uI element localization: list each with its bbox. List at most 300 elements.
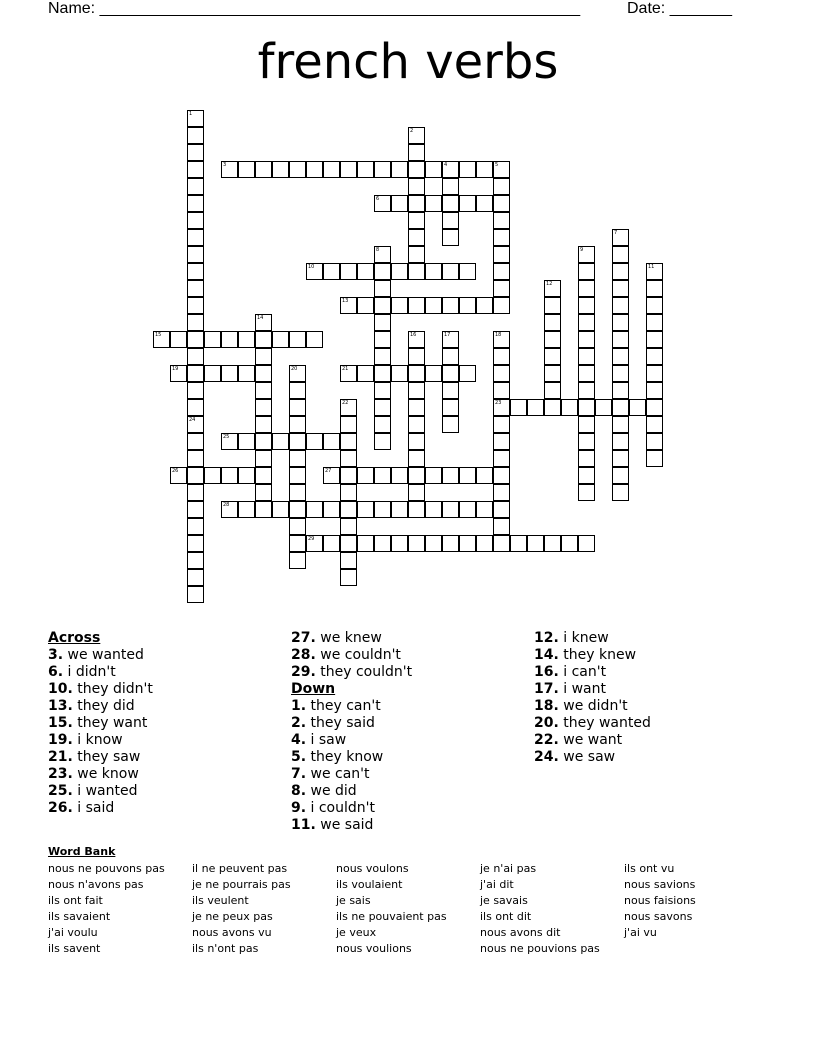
crossword-cell[interactable] [544,399,561,416]
crossword-cell[interactable] [170,331,187,348]
crossword-cell[interactable] [493,348,510,365]
crossword-cell[interactable] [374,246,391,263]
crossword-cell[interactable] [374,314,391,331]
crossword-cell[interactable] [408,535,425,552]
crossword-cell[interactable] [442,365,459,382]
crossword-cell[interactable] [425,365,442,382]
crossword-cell[interactable] [612,382,629,399]
crossword-cell[interactable] [238,161,255,178]
crossword-cell[interactable] [476,297,493,314]
crossword-cell[interactable] [425,161,442,178]
crossword-cell[interactable] [391,535,408,552]
crossword-cell[interactable] [578,314,595,331]
crossword-cell[interactable] [323,161,340,178]
crossword-cell[interactable] [544,331,561,348]
crossword-cell[interactable] [374,467,391,484]
crossword-cell[interactable] [408,144,425,161]
crossword-cell[interactable] [510,399,527,416]
crossword-cell[interactable] [646,416,663,433]
crossword-cell[interactable] [408,246,425,263]
crossword-cell[interactable] [187,212,204,229]
crossword-cell[interactable] [391,195,408,212]
crossword-cell[interactable] [323,433,340,450]
crossword-cell[interactable] [425,467,442,484]
crossword-cell[interactable] [323,263,340,280]
crossword-cell[interactable] [340,433,357,450]
crossword-cell[interactable] [544,314,561,331]
crossword-cell[interactable] [408,433,425,450]
crossword-cell[interactable] [289,484,306,501]
crossword-cell[interactable] [187,297,204,314]
crossword-cell[interactable] [442,212,459,229]
crossword-cell[interactable] [459,365,476,382]
crossword-cell[interactable] [578,399,595,416]
crossword-cell[interactable] [612,399,629,416]
crossword-cell[interactable] [204,331,221,348]
crossword-cell[interactable] [459,161,476,178]
crossword-cell[interactable] [442,467,459,484]
crossword-cell[interactable] [391,501,408,518]
crossword-cell[interactable] [255,433,272,450]
crossword-cell[interactable] [646,348,663,365]
crossword-cell[interactable] [255,416,272,433]
crossword-cell[interactable] [646,331,663,348]
crossword-cell[interactable] [187,314,204,331]
crossword-cell[interactable] [612,280,629,297]
crossword-cell[interactable] [408,467,425,484]
crossword-cell[interactable] [374,535,391,552]
crossword-cell[interactable] [442,535,459,552]
crossword-cell[interactable] [187,518,204,535]
crossword-cell[interactable] [459,535,476,552]
crossword-cell[interactable] [408,365,425,382]
crossword-cell[interactable] [289,433,306,450]
crossword-cell[interactable] [255,314,272,331]
crossword-cell[interactable] [374,416,391,433]
crossword-cell[interactable] [442,399,459,416]
crossword-cell[interactable] [510,535,527,552]
crossword-cell[interactable] [612,365,629,382]
crossword-cell[interactable] [578,280,595,297]
crossword-cell[interactable] [612,297,629,314]
crossword-cell[interactable] [187,348,204,365]
crossword-cell[interactable] [612,450,629,467]
crossword-cell[interactable] [289,518,306,535]
crossword-cell[interactable] [493,229,510,246]
crossword-cell[interactable] [255,331,272,348]
crossword-cell[interactable] [493,297,510,314]
crossword-cell[interactable] [425,535,442,552]
crossword-cell[interactable] [408,348,425,365]
crossword-cell[interactable] [255,501,272,518]
crossword-cell[interactable] [476,161,493,178]
crossword-cell[interactable] [646,297,663,314]
crossword-cell[interactable] [408,501,425,518]
crossword-cell[interactable] [408,212,425,229]
crossword-cell[interactable] [408,297,425,314]
crossword-cell[interactable] [221,467,238,484]
crossword-cell[interactable] [187,535,204,552]
crossword-cell[interactable] [238,467,255,484]
crossword-cell[interactable] [493,246,510,263]
cell-number: 2 [410,128,414,134]
crossword-cell[interactable] [272,501,289,518]
crossword-cell[interactable] [255,365,272,382]
crossword-cell[interactable] [544,280,561,297]
crossword-cell[interactable] [306,501,323,518]
crossword-cell[interactable] [238,331,255,348]
crossword-cell[interactable] [340,552,357,569]
crossword-cell[interactable] [493,484,510,501]
crossword-cell[interactable] [374,399,391,416]
crossword-cell[interactable] [374,297,391,314]
crossword-cell[interactable] [187,331,204,348]
crossword-cell[interactable] [646,399,663,416]
crossword-cell[interactable] [187,263,204,280]
crossword-cell[interactable] [187,365,204,382]
clue-number: 27. [291,630,316,646]
crossword-cell[interactable] [221,161,238,178]
crossword-cell[interactable] [306,263,323,280]
crossword-cell[interactable] [255,382,272,399]
crossword-cell[interactable] [527,399,544,416]
crossword-cell[interactable] [408,331,425,348]
crossword-cell[interactable] [187,178,204,195]
crossword-cell[interactable] [578,535,595,552]
crossword-cell[interactable] [289,416,306,433]
crossword-cell[interactable] [578,348,595,365]
crossword-cell[interactable] [357,501,374,518]
crossword-cell[interactable] [527,535,544,552]
clue-text: we knew [320,630,382,646]
crossword-cell[interactable] [374,161,391,178]
crossword-cell[interactable] [340,161,357,178]
crossword-cell[interactable] [187,552,204,569]
crossword-cell[interactable] [340,518,357,535]
crossword-cell[interactable] [646,280,663,297]
crossword-cell[interactable] [493,433,510,450]
crossword-cell[interactable] [646,365,663,382]
word-bank-item: nous avons dit [480,926,561,939]
crossword-cell[interactable] [442,195,459,212]
crossword-cell[interactable] [272,331,289,348]
crossword-cell[interactable] [646,263,663,280]
crossword-cell[interactable] [255,450,272,467]
crossword-cell[interactable] [476,501,493,518]
crossword-cell[interactable] [374,382,391,399]
clue-text: they can't [310,698,381,714]
crossword-cell[interactable] [187,484,204,501]
crossword-cell[interactable] [578,263,595,280]
crossword-cell[interactable] [340,484,357,501]
clue-text: we did [310,783,357,799]
crossword-cell[interactable] [187,467,204,484]
crossword-cell[interactable] [459,297,476,314]
clue-number: 10. [48,681,73,697]
crossword-cell[interactable] [306,535,323,552]
clue-item [48,715,153,732]
crossword-cell[interactable] [493,280,510,297]
crossword-cell[interactable] [306,161,323,178]
crossword-cell[interactable] [544,382,561,399]
crossword-cell[interactable] [204,467,221,484]
crossword-cell[interactable] [476,195,493,212]
crossword-cell[interactable] [578,416,595,433]
crossword-cell[interactable] [612,263,629,280]
crossword-cell[interactable] [578,246,595,263]
crossword-cell[interactable] [221,501,238,518]
crossword-cell[interactable] [578,433,595,450]
crossword-cell[interactable] [374,195,391,212]
crossword-cell[interactable] [357,161,374,178]
crossword-cell[interactable] [340,535,357,552]
crossword-cell[interactable] [442,416,459,433]
crossword-cell[interactable] [612,467,629,484]
crossword-cell[interactable] [442,229,459,246]
crossword-cell[interactable] [493,212,510,229]
crossword-cell[interactable] [425,501,442,518]
crossword-cell[interactable] [442,297,459,314]
crossword-cell[interactable] [340,365,357,382]
crossword-cell[interactable] [272,161,289,178]
crossword-cell[interactable] [255,348,272,365]
crossword-cell[interactable] [289,552,306,569]
crossword-cell[interactable] [493,365,510,382]
crossword-cell[interactable] [204,365,221,382]
crossword-cell[interactable] [374,348,391,365]
crossword-cell[interactable] [612,484,629,501]
cell-number: 8 [376,247,380,253]
crossword-cell[interactable] [595,399,612,416]
crossword-cell[interactable] [340,297,357,314]
crossword-cell[interactable] [289,467,306,484]
crossword-cell[interactable] [340,263,357,280]
crossword-cell[interactable] [612,314,629,331]
crossword-cell[interactable] [544,297,561,314]
crossword-cell[interactable] [408,229,425,246]
crossword-cell[interactable] [272,433,289,450]
crossword-cell[interactable] [408,484,425,501]
crossword-cell[interactable] [187,569,204,586]
crossword-cell[interactable] [187,433,204,450]
clue-number: 16. [534,664,559,680]
crossword-cell[interactable] [408,450,425,467]
crossword-cell[interactable] [612,331,629,348]
crossword-cell[interactable] [493,416,510,433]
cell-number: 13 [342,298,349,304]
crossword-cell[interactable] [578,382,595,399]
crossword-cell[interactable] [646,450,663,467]
crossword-cell[interactable] [357,263,374,280]
crossword-cell[interactable] [459,195,476,212]
crossword-cell[interactable] [408,161,425,178]
crossword-cell[interactable] [289,161,306,178]
crossword-cell[interactable] [408,416,425,433]
crossword-cell[interactable] [493,535,510,552]
crossword-cell[interactable] [187,161,204,178]
crossword-cell[interactable] [612,433,629,450]
crossword-cell[interactable] [221,331,238,348]
crossword-cell[interactable] [493,263,510,280]
clue-item [48,664,153,681]
crossword-cell[interactable] [544,365,561,382]
crossword-cell[interactable] [408,178,425,195]
clue-number: 5. [291,749,307,765]
clue-item [534,732,651,749]
crossword-cell[interactable] [374,331,391,348]
crossword-cell[interactable] [561,399,578,416]
crossword-cell[interactable] [255,467,272,484]
crossword-cell[interactable] [187,416,204,433]
crossword-cell[interactable] [187,144,204,161]
crossword-cell[interactable] [306,331,323,348]
crossword-cell[interactable] [578,331,595,348]
crossword-cell[interactable] [391,467,408,484]
crossword-cell[interactable] [442,161,459,178]
word-bank-item: je n'ai pas [480,862,537,875]
crossword-cell[interactable] [493,161,510,178]
crossword-cell[interactable] [306,433,323,450]
crossword-cell[interactable] [221,365,238,382]
crossword-cell[interactable] [187,195,204,212]
crossword-cell[interactable] [578,297,595,314]
crossword-cell[interactable] [187,229,204,246]
crossword-cell[interactable] [493,195,510,212]
crossword-cell[interactable] [561,535,578,552]
crossword-cell[interactable] [612,229,629,246]
crossword-cell[interactable] [493,178,510,195]
crossword-cell[interactable] [187,382,204,399]
crossword-cell[interactable] [442,501,459,518]
crossword-cell[interactable] [612,246,629,263]
crossword-cell[interactable] [374,501,391,518]
crossword-cell[interactable] [442,331,459,348]
crossword-cell[interactable] [374,263,391,280]
crossword-cell[interactable] [221,433,238,450]
crossword-cell[interactable] [646,314,663,331]
word-bank-item: nous savons [624,910,693,923]
crossword-cell[interactable] [442,178,459,195]
crossword-cell[interactable] [170,467,187,484]
crossword-cell[interactable] [493,399,510,416]
crossword-cell[interactable] [187,246,204,263]
crossword-cell[interactable] [425,195,442,212]
crossword-cell[interactable] [459,467,476,484]
crossword-cell[interactable] [391,263,408,280]
crossword-cell[interactable] [187,586,204,603]
crossword-cell[interactable] [646,382,663,399]
crossword-cell[interactable] [578,450,595,467]
crossword-cell[interactable] [493,518,510,535]
crossword-cell[interactable] [357,365,374,382]
crossword-cell[interactable] [187,399,204,416]
crossword-cell[interactable] [544,348,561,365]
crossword-cell[interactable] [357,297,374,314]
crossword-cell[interactable] [391,365,408,382]
crossword-cell[interactable] [238,501,255,518]
crossword-cell[interactable] [289,535,306,552]
crossword-cell[interactable] [357,535,374,552]
crossword-cell[interactable] [425,263,442,280]
crossword-cell[interactable] [340,467,357,484]
word-bank-item: ils savaient [48,910,111,923]
crossword-cell[interactable] [646,433,663,450]
crossword-cell[interactable] [578,365,595,382]
crossword-cell[interactable] [442,348,459,365]
crossword-cell[interactable] [612,348,629,365]
crossword-cell[interactable] [459,501,476,518]
crossword-cell[interactable] [323,501,340,518]
crossword-cell[interactable] [493,501,510,518]
crossword-cell[interactable] [408,382,425,399]
crossword-cell[interactable] [391,297,408,314]
crossword-cell[interactable] [374,433,391,450]
crossword-cell[interactable] [153,331,170,348]
crossword-cell[interactable] [493,450,510,467]
crossword-cell[interactable] [340,501,357,518]
crossword-cell[interactable] [340,399,357,416]
crossword-cell[interactable] [340,450,357,467]
crossword-cell[interactable] [238,433,255,450]
date-field[interactable]: Date: _______ [627,0,732,17]
crossword-cell[interactable] [187,450,204,467]
crossword-cell[interactable] [578,467,595,484]
crossword-cell[interactable] [289,331,306,348]
crossword-cell[interactable] [340,416,357,433]
crossword-cell[interactable] [391,161,408,178]
crossword-cell[interactable] [493,331,510,348]
crossword-cell[interactable] [255,399,272,416]
crossword-cell[interactable] [289,501,306,518]
crossword-cell[interactable] [374,365,391,382]
crossword-cell[interactable] [323,535,340,552]
crossword-cell[interactable] [544,535,561,552]
crossword-cell[interactable] [493,467,510,484]
crossword-cell[interactable] [289,365,306,382]
crossword-cell[interactable] [612,416,629,433]
crossword-cell[interactable] [493,382,510,399]
crossword-cell[interactable] [629,399,646,416]
crossword-cell[interactable] [442,382,459,399]
crossword-cell[interactable] [408,263,425,280]
crossword-cell[interactable] [238,365,255,382]
crossword-cell[interactable] [255,161,272,178]
crossword-cell[interactable] [289,399,306,416]
crossword-cell[interactable] [340,569,357,586]
crossword-cell[interactable] [289,450,306,467]
crossword-cell[interactable] [459,263,476,280]
crossword-cell[interactable] [578,484,595,501]
crossword-cell[interactable] [408,195,425,212]
crossword-cell[interactable] [476,467,493,484]
name-field[interactable]: Name: ______________________________________________________ [48,0,581,17]
crossword-cell[interactable] [357,467,374,484]
crossword-cell[interactable] [187,127,204,144]
crossword-cell[interactable] [323,467,340,484]
crossword-cell[interactable] [187,501,204,518]
crossword-cell[interactable] [187,110,204,127]
crossword-cell[interactable] [374,280,391,297]
crossword-cell[interactable] [425,297,442,314]
crossword-cell[interactable] [442,263,459,280]
crossword-cell[interactable] [255,484,272,501]
crossword-cell[interactable] [289,382,306,399]
crossword-cell[interactable] [408,127,425,144]
crossword-cell[interactable] [476,535,493,552]
crossword-cell[interactable] [170,365,187,382]
crossword-cell[interactable] [408,399,425,416]
crossword-cell[interactable] [187,280,204,297]
